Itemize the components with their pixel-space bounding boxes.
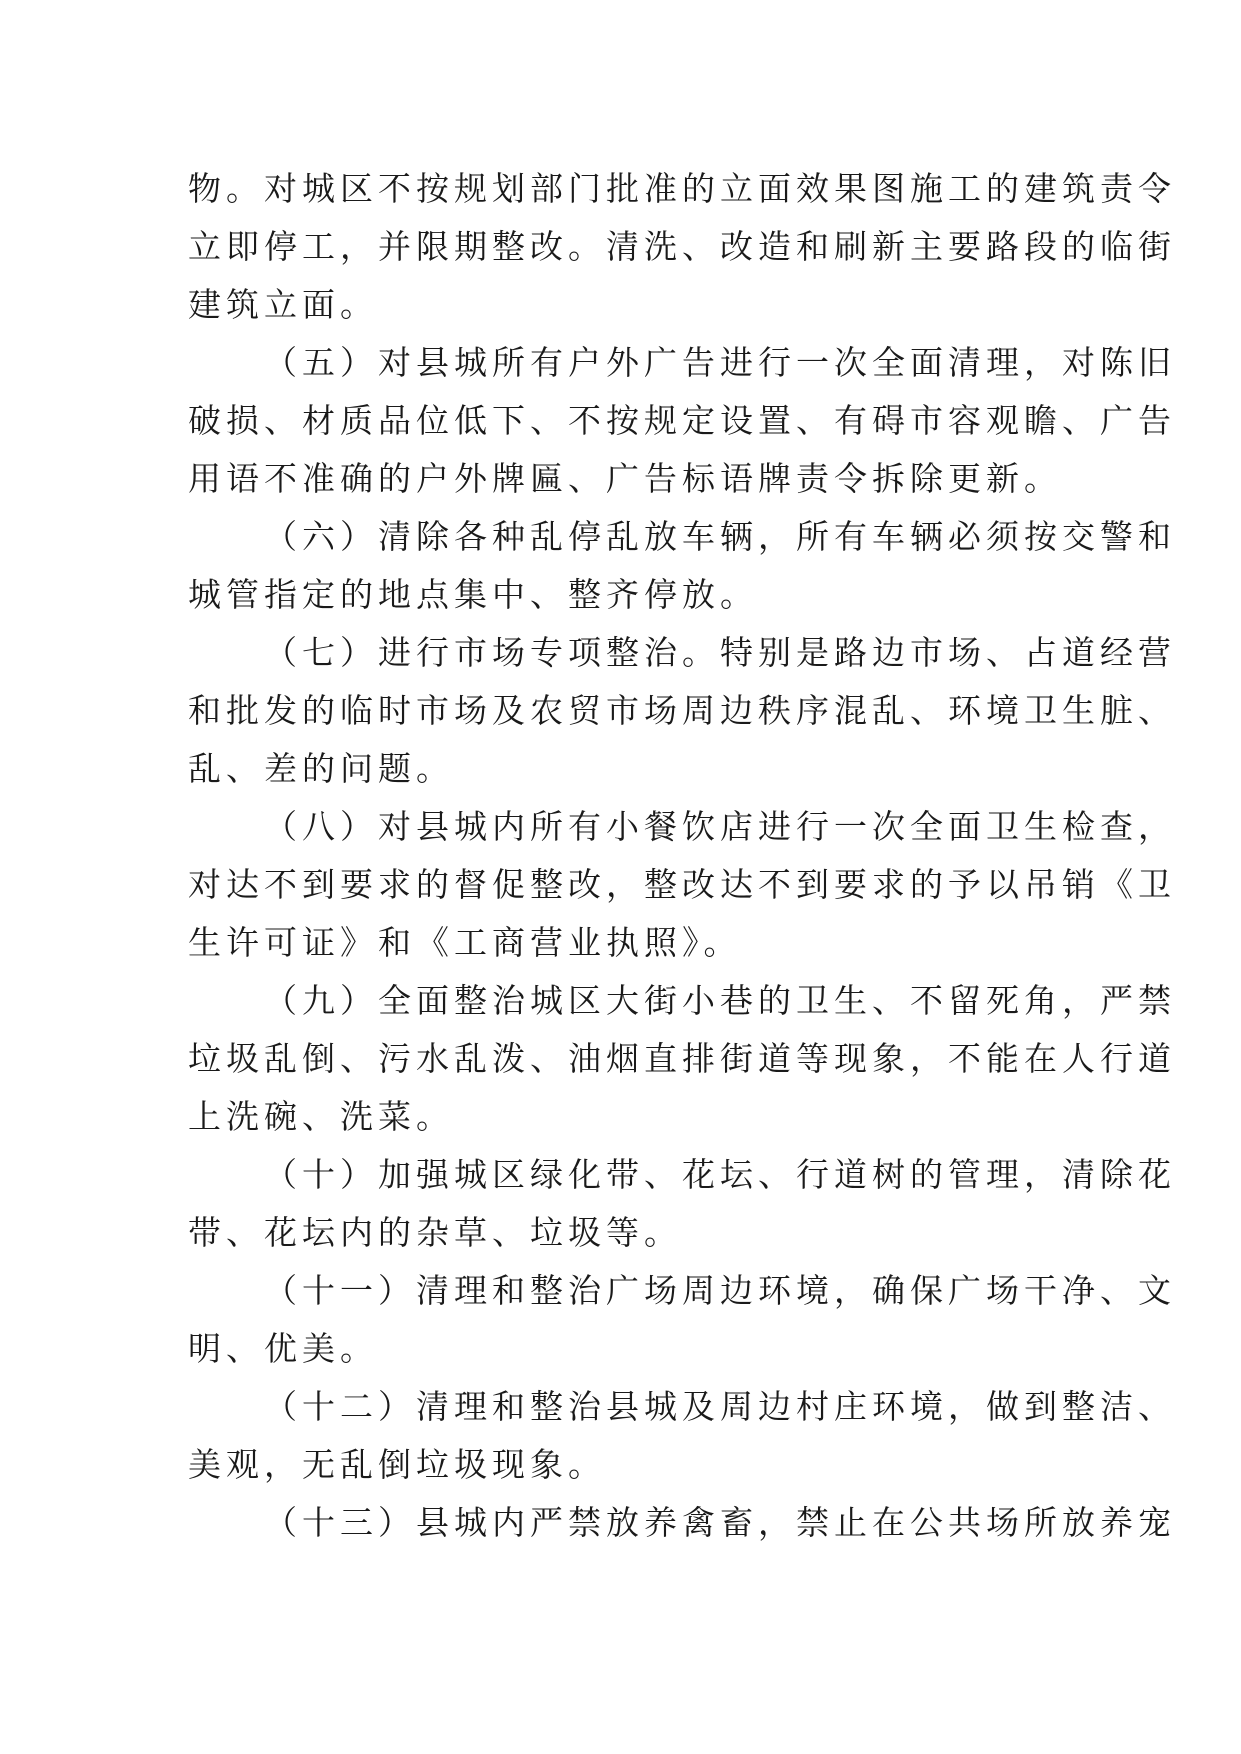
paragraph-start-line: （十三）县城内严禁放养禽畜，禁止在公共场所放养宠 [264, 1503, 1176, 1542]
text-line: 上洗碗、洗菜。 [188, 1097, 454, 1136]
text-line: 立即停工，并限期整改。清洗、改造和刷新主要路段的临街 [188, 227, 1176, 266]
paragraph-start-line: （十一）清理和整治广场周边环境，确保广场干净、文 [264, 1271, 1176, 1310]
text-line: 美观，无乱倒垃圾现象。 [188, 1445, 606, 1484]
text-line: 垃圾乱倒、污水乱泼、油烟直排街道等现象，不能在人行道 [188, 1039, 1176, 1078]
text-line: 物。对城区不按规划部门批准的立面效果图施工的建筑责令 [188, 169, 1176, 208]
text-line: 明、优美。 [188, 1329, 378, 1368]
paragraph-start-line: （七）进行市场专项整治。特别是路边市场、占道经营 [264, 633, 1176, 672]
paragraph-start-line: （八）对县城内所有小餐饮店进行一次全面卫生检查， [264, 807, 1176, 846]
document-body [188, 160, 1176, 1552]
text-line: 和批发的临时市场及农贸市场周边秩序混乱、环境卫生脏、 [188, 691, 1176, 730]
text-line: 建筑立面。 [188, 285, 378, 324]
paragraph-start-line: （六）清除各种乱停乱放车辆，所有车辆必须按交警和 [264, 517, 1176, 556]
paragraph-start-line: （十二）清理和整治县城及周边村庄环境，做到整洁、 [264, 1387, 1176, 1426]
text-line: 生许可证》和《工商营业执照》。 [188, 923, 742, 962]
text-line: 乱、差的问题。 [188, 749, 454, 788]
paragraph-start-line: （十）加强城区绿化带、花坛、行道树的管理，清除花 [264, 1155, 1176, 1194]
text-line: 带、花坛内的杂草、垃圾等。 [188, 1213, 682, 1252]
text-line: 对达不到要求的督促整改，整改达不到要求的予以吊销《卫 [188, 865, 1176, 904]
text-line: 城管指定的地点集中、整齐停放。 [188, 575, 758, 614]
text-line: 用语不准确的户外牌匾、广告标语牌责令拆除更新。 [188, 459, 1062, 498]
paragraph-start-line: （五）对县城所有户外广告进行一次全面清理，对陈旧 [264, 343, 1176, 382]
paragraph-start-line: （九）全面整治城区大街小巷的卫生、不留死角，严禁 [264, 981, 1176, 1020]
text-line: 破损、材质品位低下、不按规定设置、有碍市容观瞻、广告 [188, 401, 1176, 440]
